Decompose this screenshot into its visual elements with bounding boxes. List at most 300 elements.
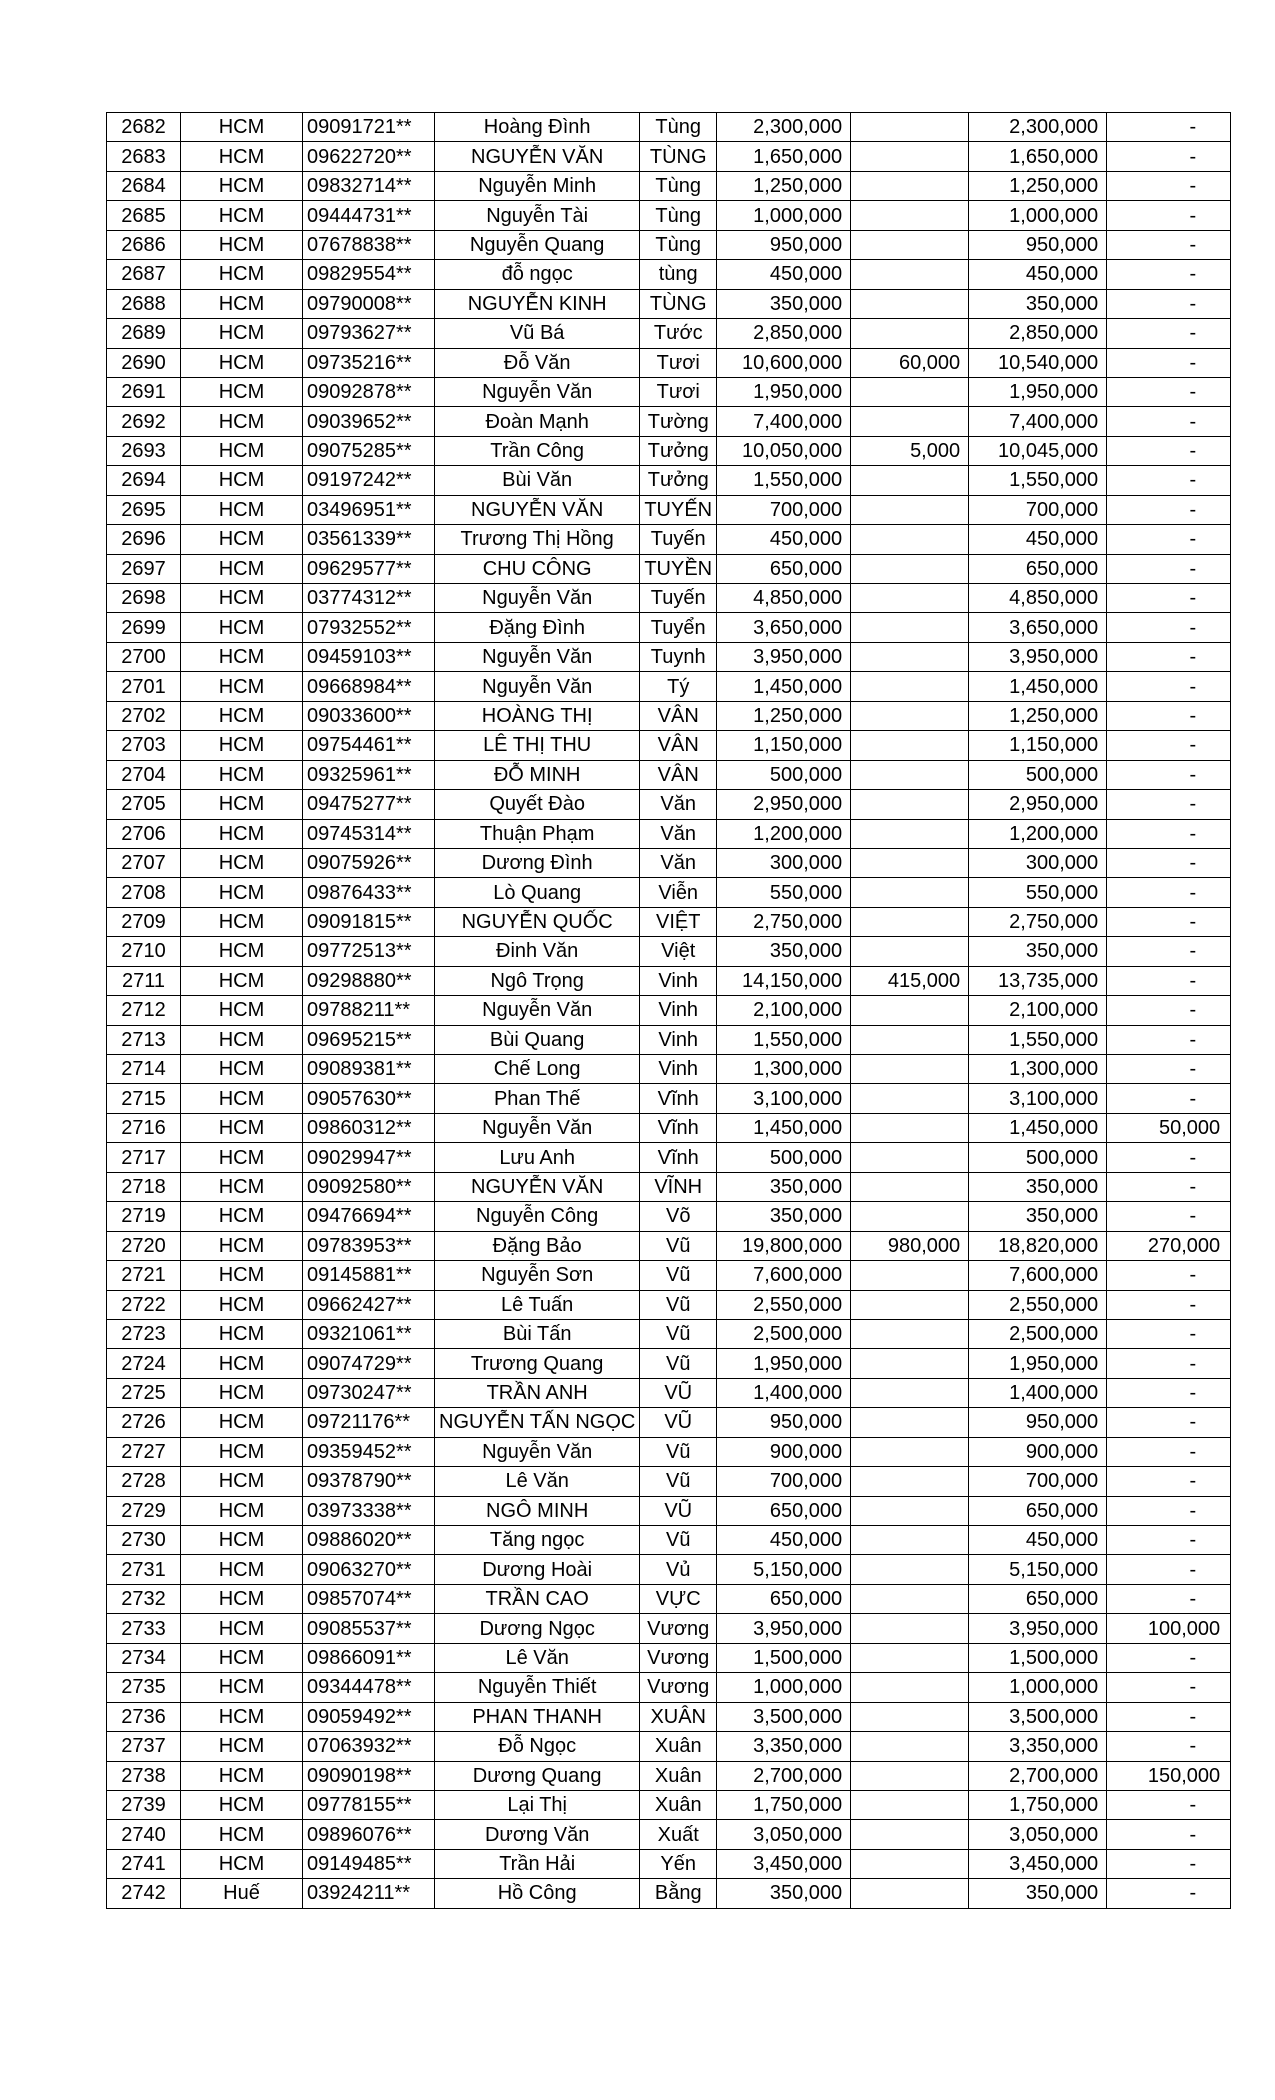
cell-deduction	[851, 1702, 969, 1731]
cell-net-amount: 1,150,000	[969, 731, 1107, 760]
cell-surname: Lê Văn	[435, 1467, 640, 1496]
cell-given-name: Vũ	[640, 1467, 717, 1496]
table-row	[107, 466, 1231, 495]
cell-amount: 1,650,000	[717, 142, 851, 171]
table-row	[107, 1555, 1231, 1584]
cell-city: HCM	[181, 1202, 303, 1231]
cell-amount: 650,000	[717, 1584, 851, 1613]
table-row	[107, 1496, 1231, 1525]
cell-surname: NGUYỄN VĂN	[435, 1172, 640, 1201]
cell-index: 2697	[107, 554, 181, 583]
cell-phone: 09089381**	[303, 1055, 435, 1084]
cell-surname: Phan Thế	[435, 1084, 640, 1113]
cell-net-amount: 450,000	[969, 1526, 1107, 1555]
cell-deduction	[851, 907, 969, 936]
cell-extra: -	[1107, 1084, 1231, 1113]
cell-given-name: Văn	[640, 819, 717, 848]
cell-phone: 09090198**	[303, 1761, 435, 1790]
cell-amount: 900,000	[717, 1437, 851, 1466]
cell-given-name: tùng	[640, 260, 717, 289]
cell-city: HCM	[181, 1349, 303, 1378]
cell-phone: 07932552**	[303, 613, 435, 642]
table-row	[107, 937, 1231, 966]
cell-deduction	[851, 495, 969, 524]
cell-amount: 1,000,000	[717, 201, 851, 230]
cell-surname: Nguyễn Quang	[435, 230, 640, 259]
cell-index: 2693	[107, 436, 181, 465]
table-row	[107, 436, 1231, 465]
cell-surname: Trần Hải	[435, 1849, 640, 1878]
cell-deduction: 60,000	[851, 348, 969, 377]
cell-surname: Nguyễn Công	[435, 1202, 640, 1231]
cell-city: HCM	[181, 230, 303, 259]
cell-amount: 950,000	[717, 1408, 851, 1437]
cell-deduction	[851, 1319, 969, 1348]
table-row	[107, 790, 1231, 819]
cell-amount: 3,450,000	[717, 1849, 851, 1878]
cell-index: 2686	[107, 230, 181, 259]
cell-phone: 09754461**	[303, 731, 435, 760]
cell-city: HCM	[181, 1408, 303, 1437]
cell-index: 2735	[107, 1673, 181, 1702]
cell-amount: 3,950,000	[717, 642, 851, 671]
cell-extra: -	[1107, 907, 1231, 936]
cell-amount: 1,000,000	[717, 1673, 851, 1702]
cell-amount: 10,050,000	[717, 436, 851, 465]
cell-phone: 09476694**	[303, 1202, 435, 1231]
cell-city: HCM	[181, 1143, 303, 1172]
cell-index: 2692	[107, 407, 181, 436]
cell-given-name: Tuyến	[640, 525, 717, 554]
cell-net-amount: 1,550,000	[969, 1025, 1107, 1054]
cell-given-name: TÙNG	[640, 289, 717, 318]
cell-phone: 09860312**	[303, 1113, 435, 1142]
cell-given-name: Văn	[640, 790, 717, 819]
cell-extra: 150,000	[1107, 1761, 1231, 1790]
cell-given-name: Vĩnh	[640, 1113, 717, 1142]
cell-amount: 3,500,000	[717, 1702, 851, 1731]
cell-city: HCM	[181, 1820, 303, 1849]
cell-phone: 09622720**	[303, 142, 435, 171]
cell-phone: 09735216**	[303, 348, 435, 377]
table-row	[107, 1143, 1231, 1172]
cell-phone: 09721176**	[303, 1408, 435, 1437]
cell-city: HCM	[181, 1526, 303, 1555]
cell-given-name: VỰC	[640, 1584, 717, 1613]
cell-city: HCM	[181, 466, 303, 495]
cell-extra: -	[1107, 113, 1231, 142]
cell-city: HCM	[181, 1025, 303, 1054]
cell-phone: 09092580**	[303, 1172, 435, 1201]
cell-amount: 7,600,000	[717, 1261, 851, 1290]
cell-given-name: VIỆT	[640, 907, 717, 936]
cell-surname: LÊ THỊ THU	[435, 731, 640, 760]
cell-deduction	[851, 672, 969, 701]
cell-index: 2707	[107, 848, 181, 877]
cell-amount: 2,300,000	[717, 113, 851, 142]
cell-given-name: Tùng	[640, 201, 717, 230]
cell-city: HCM	[181, 348, 303, 377]
cell-net-amount: 7,600,000	[969, 1261, 1107, 1290]
table-row	[107, 613, 1231, 642]
cell-amount: 3,650,000	[717, 613, 851, 642]
table-row	[107, 1879, 1231, 1908]
cell-city: HCM	[181, 407, 303, 436]
cell-index: 2690	[107, 348, 181, 377]
cell-net-amount: 2,300,000	[969, 113, 1107, 142]
cell-deduction	[851, 1584, 969, 1613]
cell-index: 2722	[107, 1290, 181, 1319]
cell-amount: 19,800,000	[717, 1231, 851, 1260]
cell-index: 2713	[107, 1025, 181, 1054]
cell-amount: 4,850,000	[717, 584, 851, 613]
cell-surname: NGUYỄN KINH	[435, 289, 640, 318]
table-row	[107, 701, 1231, 730]
cell-index: 2687	[107, 260, 181, 289]
cell-deduction	[851, 1084, 969, 1113]
cell-city: HCM	[181, 1702, 303, 1731]
cell-phone: 09876433**	[303, 878, 435, 907]
cell-given-name: Vủ	[640, 1555, 717, 1584]
cell-surname: đỗ ngọc	[435, 260, 640, 289]
cell-deduction	[851, 1437, 969, 1466]
cell-index: 2732	[107, 1584, 181, 1613]
cell-amount: 1,950,000	[717, 1349, 851, 1378]
cell-index: 2695	[107, 495, 181, 524]
cell-given-name: Vương	[640, 1643, 717, 1672]
cell-deduction	[851, 848, 969, 877]
cell-city: HCM	[181, 1467, 303, 1496]
cell-city: HCM	[181, 1790, 303, 1819]
table-row	[107, 996, 1231, 1025]
cell-index: 2712	[107, 996, 181, 1025]
cell-surname: Dương Đình	[435, 848, 640, 877]
cell-surname: NGUYỄN VĂN	[435, 142, 640, 171]
cell-index: 2694	[107, 466, 181, 495]
cell-extra: -	[1107, 642, 1231, 671]
cell-city: HCM	[181, 377, 303, 406]
cell-surname: NGÔ MINH	[435, 1496, 640, 1525]
cell-index: 2726	[107, 1408, 181, 1437]
cell-phone: 03496951**	[303, 495, 435, 524]
cell-index: 2725	[107, 1378, 181, 1407]
cell-surname: Nguyễn Văn	[435, 1113, 640, 1142]
cell-city: HCM	[181, 996, 303, 1025]
cell-extra: -	[1107, 1526, 1231, 1555]
table-row	[107, 1790, 1231, 1819]
cell-phone: 09629577**	[303, 554, 435, 583]
cell-deduction	[851, 201, 969, 230]
cell-extra: -	[1107, 1319, 1231, 1348]
cell-index: 2719	[107, 1202, 181, 1231]
cell-extra: -	[1107, 1261, 1231, 1290]
cell-amount: 2,500,000	[717, 1319, 851, 1348]
cell-surname: Bùi Quang	[435, 1025, 640, 1054]
cell-deduction	[851, 584, 969, 613]
cell-extra: -	[1107, 848, 1231, 877]
cell-given-name: Xuân	[640, 1732, 717, 1761]
cell-amount: 14,150,000	[717, 966, 851, 995]
table-row	[107, 1113, 1231, 1142]
table-row	[107, 672, 1231, 701]
cell-phone: 09444731**	[303, 201, 435, 230]
cell-surname: Lại Thị	[435, 1790, 640, 1819]
cell-amount: 350,000	[717, 1879, 851, 1908]
cell-index: 2720	[107, 1231, 181, 1260]
table-row	[107, 348, 1231, 377]
cell-index: 2742	[107, 1879, 181, 1908]
cell-net-amount: 1,250,000	[969, 171, 1107, 200]
cell-index: 2702	[107, 701, 181, 730]
cell-phone: 07678838**	[303, 230, 435, 259]
cell-city: HCM	[181, 436, 303, 465]
table-row	[107, 1643, 1231, 1672]
table-row	[107, 819, 1231, 848]
cell-amount: 1,400,000	[717, 1378, 851, 1407]
cell-city: HCM	[181, 554, 303, 583]
cell-deduction	[851, 1378, 969, 1407]
cell-extra: -	[1107, 1555, 1231, 1584]
cell-city: HCM	[181, 672, 303, 701]
cell-city: HCM	[181, 1584, 303, 1613]
cell-net-amount: 1,550,000	[969, 466, 1107, 495]
cell-index: 2685	[107, 201, 181, 230]
table-row	[107, 407, 1231, 436]
cell-net-amount: 1,250,000	[969, 701, 1107, 730]
cell-extra: -	[1107, 171, 1231, 200]
cell-city: HCM	[181, 966, 303, 995]
cell-deduction	[851, 1879, 969, 1908]
cell-deduction	[851, 1261, 969, 1290]
table-row	[107, 1732, 1231, 1761]
cell-city: HCM	[181, 1084, 303, 1113]
cell-index: 2691	[107, 377, 181, 406]
cell-surname: ĐỖ MINH	[435, 760, 640, 789]
cell-given-name: Bằng	[640, 1879, 717, 1908]
cell-deduction	[851, 937, 969, 966]
cell-deduction	[851, 1732, 969, 1761]
cell-phone: 09668984**	[303, 672, 435, 701]
cell-surname: Đoàn Mạnh	[435, 407, 640, 436]
cell-index: 2714	[107, 1055, 181, 1084]
cell-extra: -	[1107, 348, 1231, 377]
cell-given-name: Vũ	[640, 1349, 717, 1378]
cell-net-amount: 350,000	[969, 289, 1107, 318]
cell-index: 2703	[107, 731, 181, 760]
cell-amount: 1,950,000	[717, 377, 851, 406]
cell-phone: 09059492**	[303, 1702, 435, 1731]
cell-extra: 50,000	[1107, 1113, 1231, 1142]
cell-city: HCM	[181, 525, 303, 554]
cell-amount: 650,000	[717, 1496, 851, 1525]
cell-given-name: Vũ	[640, 1231, 717, 1260]
cell-extra: -	[1107, 790, 1231, 819]
cell-surname: NGUYỄN TẤN NGỌC	[435, 1408, 640, 1437]
cell-phone: 09778155**	[303, 1790, 435, 1819]
cell-net-amount: 1,950,000	[969, 1349, 1107, 1378]
cell-given-name: Vinh	[640, 1055, 717, 1084]
cell-net-amount: 2,100,000	[969, 996, 1107, 1025]
cell-extra: 100,000	[1107, 1614, 1231, 1643]
cell-index: 2684	[107, 171, 181, 200]
cell-net-amount: 4,850,000	[969, 584, 1107, 613]
cell-phone: 09149485**	[303, 1849, 435, 1878]
cell-amount: 550,000	[717, 878, 851, 907]
cell-phone: 09321061**	[303, 1319, 435, 1348]
cell-phone: 09057630**	[303, 1084, 435, 1113]
table-row	[107, 1820, 1231, 1849]
cell-amount: 2,550,000	[717, 1290, 851, 1319]
cell-given-name: Tùng	[640, 113, 717, 142]
cell-deduction	[851, 1673, 969, 1702]
cell-extra: -	[1107, 1349, 1231, 1378]
cell-extra: -	[1107, 878, 1231, 907]
cell-extra: -	[1107, 1643, 1231, 1672]
table-row	[107, 760, 1231, 789]
cell-given-name: Tùng	[640, 171, 717, 200]
cell-net-amount: 1,950,000	[969, 377, 1107, 406]
table-row	[107, 642, 1231, 671]
cell-given-name: Tước	[640, 319, 717, 348]
cell-phone: 09788211**	[303, 996, 435, 1025]
table-row	[107, 907, 1231, 936]
cell-city: HCM	[181, 201, 303, 230]
cell-phone: 09857074**	[303, 1584, 435, 1613]
cell-phone: 09359452**	[303, 1437, 435, 1466]
cell-deduction	[851, 1467, 969, 1496]
cell-extra: -	[1107, 1025, 1231, 1054]
cell-extra: -	[1107, 1702, 1231, 1731]
cell-net-amount: 500,000	[969, 1143, 1107, 1172]
cell-city: HCM	[181, 1319, 303, 1348]
cell-phone: 09866091**	[303, 1643, 435, 1672]
cell-index: 2705	[107, 790, 181, 819]
table-row	[107, 584, 1231, 613]
cell-deduction	[851, 554, 969, 583]
cell-index: 2736	[107, 1702, 181, 1731]
cell-extra: -	[1107, 377, 1231, 406]
cell-extra: 270,000	[1107, 1231, 1231, 1260]
cell-extra: -	[1107, 230, 1231, 259]
cell-index: 2682	[107, 113, 181, 142]
cell-city: HCM	[181, 1614, 303, 1643]
table-row	[107, 1761, 1231, 1790]
cell-city: HCM	[181, 731, 303, 760]
table-row	[107, 731, 1231, 760]
cell-extra: -	[1107, 937, 1231, 966]
cell-amount: 700,000	[717, 1467, 851, 1496]
cell-net-amount: 2,850,000	[969, 319, 1107, 348]
cell-net-amount: 1,450,000	[969, 1113, 1107, 1142]
cell-phone: 09063270**	[303, 1555, 435, 1584]
cell-index: 2701	[107, 672, 181, 701]
cell-given-name: Viễn	[640, 878, 717, 907]
cell-city: HCM	[181, 171, 303, 200]
cell-surname: PHAN THANH	[435, 1702, 640, 1731]
cell-surname: Nguyễn Thiết	[435, 1673, 640, 1702]
cell-given-name: TUYỀN	[640, 554, 717, 583]
cell-extra: -	[1107, 260, 1231, 289]
cell-city: HCM	[181, 701, 303, 730]
cell-city: HCM	[181, 1496, 303, 1525]
cell-net-amount: 1,650,000	[969, 142, 1107, 171]
cell-given-name: Tươi	[640, 348, 717, 377]
cell-given-name: VŨ	[640, 1378, 717, 1407]
cell-index: 2740	[107, 1820, 181, 1849]
cell-phone: 09475277**	[303, 790, 435, 819]
cell-surname: Đặng Đình	[435, 613, 640, 642]
cell-given-name: Xuân	[640, 1790, 717, 1819]
cell-amount: 3,950,000	[717, 1614, 851, 1643]
cell-index: 2741	[107, 1849, 181, 1878]
cell-net-amount: 450,000	[969, 260, 1107, 289]
cell-net-amount: 700,000	[969, 1467, 1107, 1496]
cell-amount: 2,700,000	[717, 1761, 851, 1790]
cell-phone: 09695215**	[303, 1025, 435, 1054]
cell-surname: Thuận Phạm	[435, 819, 640, 848]
cell-given-name: VŨ	[640, 1496, 717, 1525]
cell-index: 2698	[107, 584, 181, 613]
cell-extra: -	[1107, 1202, 1231, 1231]
cell-surname: Ngô Trọng	[435, 966, 640, 995]
cell-phone: 09790008**	[303, 289, 435, 318]
cell-given-name: VĨNH	[640, 1172, 717, 1201]
cell-amount: 2,100,000	[717, 996, 851, 1025]
cell-amount: 2,850,000	[717, 319, 851, 348]
cell-city: HCM	[181, 937, 303, 966]
cell-amount: 500,000	[717, 1143, 851, 1172]
cell-index: 2729	[107, 1496, 181, 1525]
cell-phone: 09298880**	[303, 966, 435, 995]
cell-net-amount: 10,045,000	[969, 436, 1107, 465]
cell-deduction	[851, 1820, 969, 1849]
cell-extra: -	[1107, 1290, 1231, 1319]
cell-deduction: 980,000	[851, 1231, 969, 1260]
cell-net-amount: 300,000	[969, 848, 1107, 877]
cell-net-amount: 3,950,000	[969, 642, 1107, 671]
cell-deduction	[851, 1790, 969, 1819]
cell-net-amount: 3,100,000	[969, 1084, 1107, 1113]
cell-deduction	[851, 1349, 969, 1378]
table-row	[107, 1584, 1231, 1613]
cell-city: HCM	[181, 1673, 303, 1702]
cell-amount: 3,350,000	[717, 1732, 851, 1761]
cell-phone: 09074729**	[303, 1349, 435, 1378]
cell-given-name: Vũ	[640, 1261, 717, 1290]
cell-surname: Trương Quang	[435, 1349, 640, 1378]
cell-extra: -	[1107, 1790, 1231, 1819]
cell-given-name: Văn	[640, 848, 717, 877]
cell-net-amount: 350,000	[969, 1202, 1107, 1231]
cell-given-name: Tưởng	[640, 466, 717, 495]
cell-phone: 09829554**	[303, 260, 435, 289]
cell-extra: -	[1107, 1584, 1231, 1613]
table-row	[107, 1437, 1231, 1466]
cell-index: 2717	[107, 1143, 181, 1172]
cell-surname: Đỗ Ngọc	[435, 1732, 640, 1761]
cell-net-amount: 1,450,000	[969, 672, 1107, 701]
table-row	[107, 201, 1231, 230]
cell-extra: -	[1107, 319, 1231, 348]
cell-city: HCM	[181, 1761, 303, 1790]
cell-net-amount: 1,500,000	[969, 1643, 1107, 1672]
cell-given-name: Việt	[640, 937, 717, 966]
cell-amount: 1,550,000	[717, 466, 851, 495]
cell-surname: TRẦN ANH	[435, 1378, 640, 1407]
cell-extra: -	[1107, 495, 1231, 524]
cell-deduction	[851, 1526, 969, 1555]
cell-amount: 450,000	[717, 260, 851, 289]
